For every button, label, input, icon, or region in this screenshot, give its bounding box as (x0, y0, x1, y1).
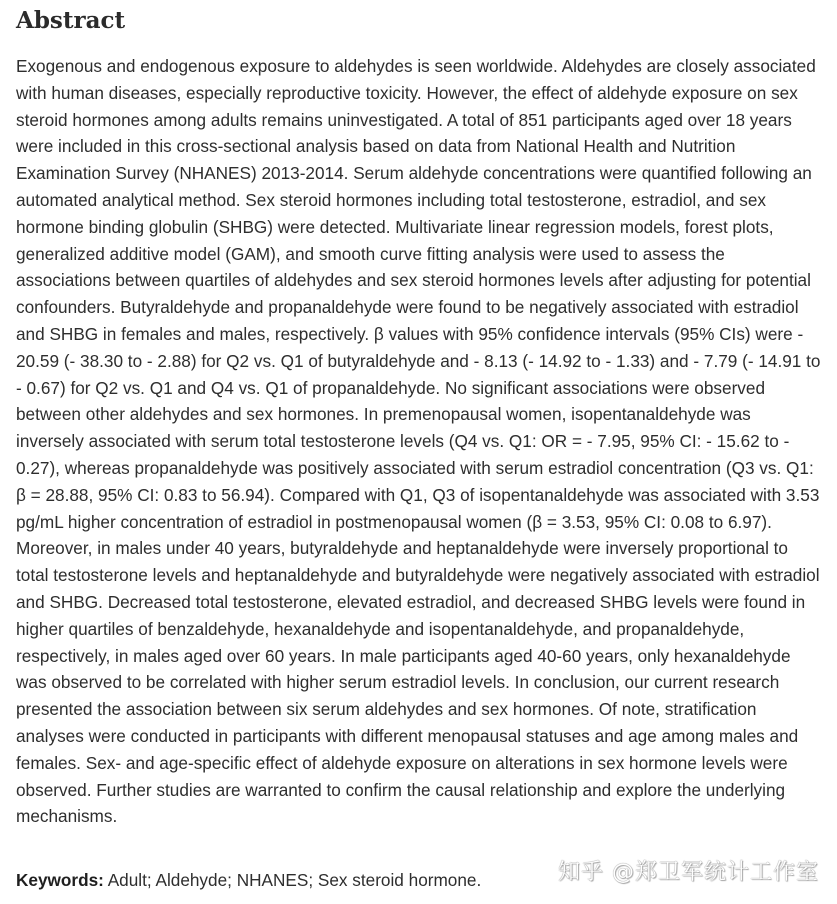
abstract-heading: Abstract (16, 7, 126, 34)
keywords-label: Keywords: (16, 870, 104, 890)
watermark: 知乎 @郑卫军统计工作室 (558, 860, 819, 885)
keywords-value: Adult; Aldehyde; NHANES; Sex steroid hormone. (103, 870, 482, 890)
abstract-paragraph: Exogenous and endogenous exposure to aldehydes is seen worldwide. Aldehydes are closely associated with human diseases, especially reproductive toxicity. However, the effect of aldehyde exposure on sex steroid hormones among adults remains uninvestigated. A total of 851 participants aged over 18 years were included in this cross-sectional analysis based on data from National Health and Nutrition Examination Survey (NHANES) 2013-2014. Serum aldehyde concentrations were quantified following an automated analytical method. Sex steroid hormones including total testosterone, estradiol, and sex hormone binding globulin (SHBG) were detected. Multivariate linear regression models, forest plots, generalized additive model (GAM), and smooth curve fitting analysis were used to assess the associations between quartiles of aldehydes and sex steroid hormones levels after adjusting for potential confounders. Butyraldehyde and propanaldehyde were found to be negatively associated with estradiol and SHBG in females and males, respectively. β values with 95% confidence intervals (95% CIs) were - 20.59 (- 38.30 to - 2.88) for Q2 vs. Q1 of butyraldehyde and - 8.13 (- 14.92 to - 1.33) and - 7.79 (- 14.91 to - 0.67) for Q2 vs. Q1 and Q4 vs. Q1 of propanaldehyde. No significant associations were observed between other aldehydes and sex hormones. In premenopausal women, isopentanaldehyde was inversely associated with serum total testosterone levels (Q4 vs. Q1: OR = - 7.95, 95% CI: - 15.62 to - 0.27), whereas propanaldehyde was positively associated with serum estradiol concentration (Q3 vs. Q1: β = 28.88, 95% CI: 0.83 to 56.94). Compared with Q1, Q3 of isopentanaldehyde was associated with 3.53 pg/mL higher concentration of estradiol in postmenopausal women (β = 3.53, 95% CI: 0.08 to 6.97). Moreover, in males under 40 years, butyraldehyde and heptanaldehyde were inversely proportional to total testosterone levels and heptanaldehyde and butyraldehyde were negatively associated with estradiol and SHBG. Decreased total testosterone, elevated estradiol, and decreased SHBG levels were found in higher quartiles of benzaldehyde, hexanaldehyde and isopentanaldehyde, and propanaldehyde, respectively, in males aged over 60 years. In male participants aged 40-60 years, only hexanaldehyde was observed to be correlated with higher serum estradiol levels. In conclusion, our current research presented the association between six serum aldehydes and sex hormones. Of note, stratification analyses were conducted in participants with different menopausal statuses and age among males and females. Sex- and age-specific effect of aldehyde exposure on alterations in sex hormone levels were observed. Further studies are warranted to confirm the causal relationship and explore the underlying mechanisms. (16, 56, 821, 827)
abstract-section (16, 0, 822, 830)
keywords-line (16, 868, 481, 892)
